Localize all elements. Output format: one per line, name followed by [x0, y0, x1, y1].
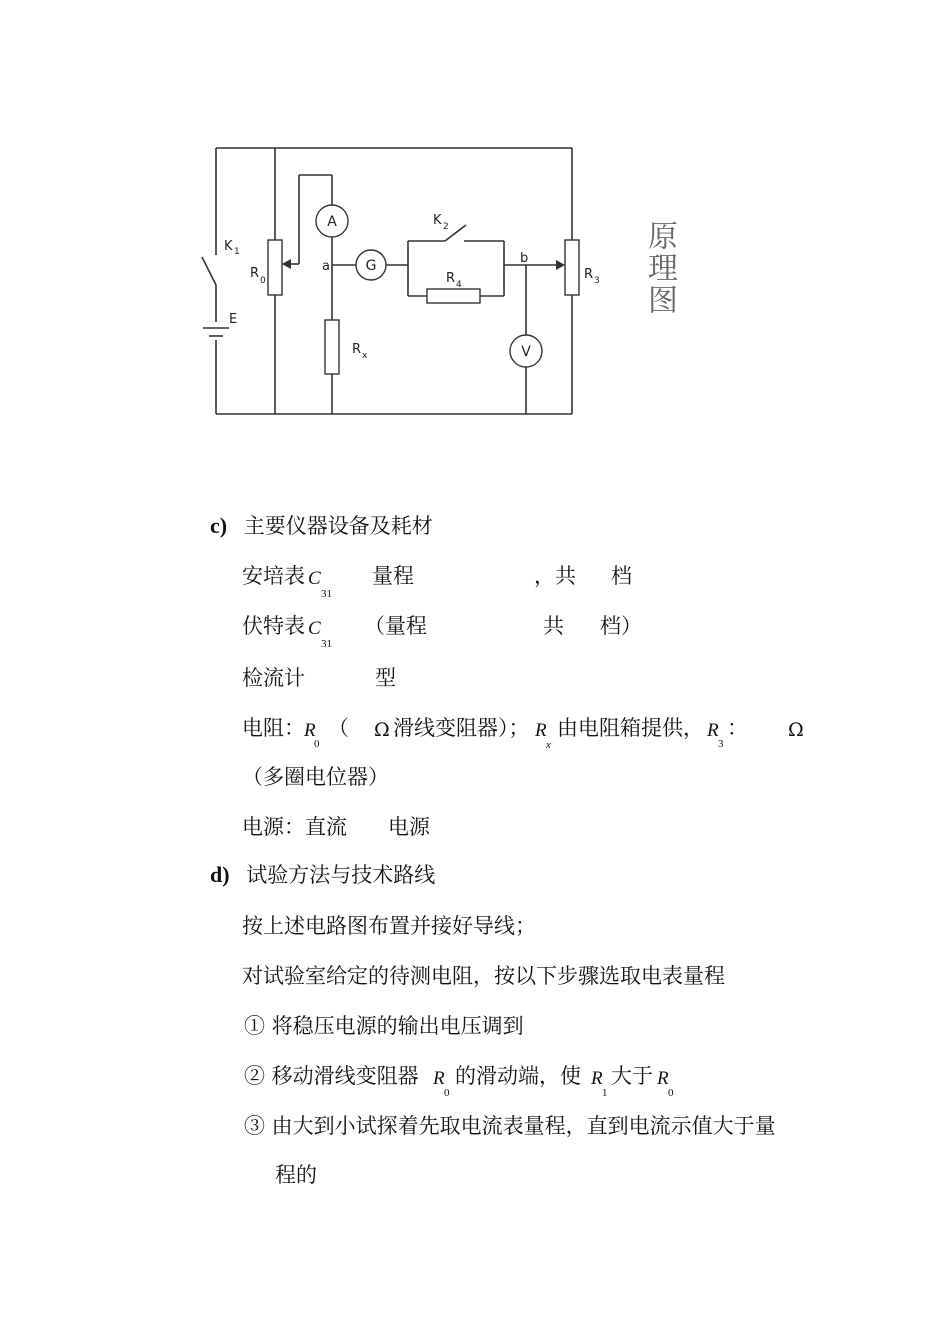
resistor-rx-sub: x: [546, 739, 551, 751]
step-2-r0b-sub: 0: [668, 1087, 674, 1099]
r4-sub: 4: [456, 280, 462, 290]
node-b-label: b: [520, 251, 529, 266]
ammeter-range-label: 量程: [372, 564, 414, 588]
voltmeter-dang: 档）: [600, 614, 642, 638]
r0-sub: 0: [260, 276, 266, 286]
resistor-r3: R: [707, 720, 719, 741]
step-2-r1-sub: 1: [602, 1087, 608, 1099]
section-d-title: 试验方法与技术路线: [246, 863, 436, 887]
step-wire: 按上述电路图布置并接好导线；: [242, 914, 536, 938]
r3-sub: 3: [594, 276, 600, 286]
step-2-greater: 大于: [611, 1064, 653, 1088]
r0-label: R: [250, 266, 260, 281]
r0-resistor: [268, 240, 282, 295]
galvanometer-label: 检流计: [242, 666, 305, 690]
voltmeter-label: 伏特表: [242, 614, 305, 638]
step-2-prefix: ② 移动滑线变阻器: [244, 1064, 419, 1088]
node-a-label: a: [322, 259, 330, 274]
step-select: 对试验室给定的待测电阻，按以下步骤选取电表量程: [242, 964, 725, 988]
resistor-open-paren: （: [328, 716, 349, 740]
r4-label: R: [446, 271, 456, 286]
resistor-omega-2: Ω: [788, 719, 804, 741]
section-d-heading: [210, 862, 435, 888]
power-label: 电源：直流: [242, 815, 347, 839]
voltmeter-model: C: [308, 618, 321, 639]
r3-slider-arrow: [556, 260, 565, 270]
rx-resistor: [325, 320, 339, 374]
voltmeter-range-label: （量程: [364, 614, 427, 638]
step-2-r0: R: [433, 1068, 445, 1089]
step-2-r0-sub: 0: [444, 1087, 450, 1099]
galvanometer-letter: G: [365, 258, 377, 274]
step-2-r1: R: [591, 1068, 603, 1089]
resistor-rx: R: [535, 720, 547, 741]
k2-label: K: [433, 213, 442, 228]
circuit-diagram: [0, 0, 950, 480]
voltmeter-letter: V: [521, 344, 531, 360]
r3-label: R: [584, 267, 594, 282]
resistor-rx-desc: 由电阻箱提供，: [557, 716, 704, 740]
resistor-label: 电阻：: [242, 716, 305, 740]
rx-label: R: [352, 342, 362, 357]
ammeter-label: 安培表: [242, 564, 305, 588]
step-3-line-2: 程的: [275, 1163, 317, 1187]
diagram-title: 原理图: [642, 220, 677, 316]
resistor-r3-sub: 3: [718, 738, 724, 750]
circuit-wires: [202, 148, 572, 414]
ammeter-model-sub: 31: [321, 588, 332, 600]
section-c-title: 主要仪器设备及耗材: [243, 514, 433, 538]
voltmeter-gong: 共: [543, 614, 564, 638]
k2-sub: 2: [443, 222, 449, 232]
step-2-middle: 的滑动端，使: [455, 1064, 581, 1088]
k1-label: K: [224, 239, 233, 254]
resistor-rheostat: 滑线变阻器）；: [393, 716, 530, 740]
r4-resistor: [427, 289, 480, 303]
r3-resistor: [565, 240, 579, 295]
resistor-r0-sub: 0: [314, 738, 320, 750]
voltmeter-model-sub: 31: [321, 638, 332, 650]
resistor-colon: ：: [727, 716, 748, 740]
ammeter-letter: A: [327, 214, 337, 230]
step-3-line-1: ③ 由大到小试探着先取电流表量程，直到电流示值大于量: [244, 1114, 776, 1138]
ammeter-dang: 档: [611, 564, 632, 588]
step-2-r0b: R: [657, 1068, 669, 1089]
step-1: ① 将稳压电源的输出电压调到: [244, 1014, 524, 1038]
ammeter-comma-gong: ，共: [534, 564, 576, 588]
r0-slider-arrow: [282, 259, 291, 269]
rx-sub: x: [362, 351, 368, 361]
section-c-heading: [210, 513, 433, 539]
k1-sub: 1: [234, 247, 240, 257]
resistor-omega-1: Ω: [374, 719, 390, 741]
section-c-letter: c): [210, 513, 228, 538]
resistor-r0: R: [304, 720, 316, 741]
galvanometer-type: 型: [375, 666, 396, 690]
e-label: E: [229, 312, 238, 327]
ammeter-model: C: [308, 568, 321, 589]
section-d-letter: d): [210, 862, 230, 887]
power-suffix: 电源: [388, 815, 430, 839]
resistor-multiturn: （多圈电位器）: [242, 765, 389, 789]
